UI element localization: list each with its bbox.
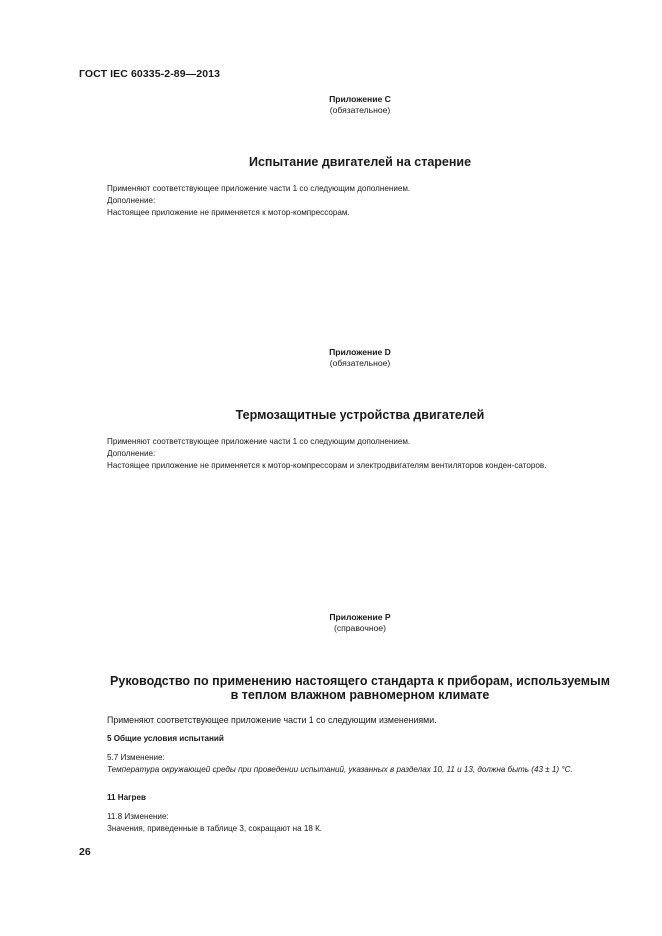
section-11-text: Значения, приведенные в таблице 3, сокращают на 18 К. [107,824,323,834]
annex-p-title-line: в теплом влажном равномерном климате [230,688,490,702]
annex-p-intro-text: Применяют соответствующее приложение части 1 со следующим изменениями. [107,715,437,725]
section-11 [79,792,615,836]
annex-p-title [60,674,660,702]
annex-p-label: Приложение Р [329,612,391,622]
annex-d-title: Термозащитные устройства двигателей [235,408,485,422]
document-id-header: ГОСТ IEC 60335-2-89—2013 [79,68,221,80]
section-11-change-label: 11.8 Изменение: [107,812,169,822]
annex-d-body [79,436,615,473]
section-5-heading: 5 Общие условия испытаний [107,734,224,743]
section-5-change-label: 5.7 Изменение: [107,753,165,763]
annex-p-intro [79,714,615,726]
annex-c-paragraph: Применяют соответствующее приложение части 1 со следующим дополнением. [107,184,411,193]
annex-d-paragraph: Применяют соответствующее приложение части 1 со следующим дополнением. [107,437,411,446]
annex-c-paragraph: Настоящее приложение не применяется к мотор-компрессорам. [107,208,350,218]
annex-p-title-line: Руководство по применению настоящего стандарта к приборам, используемым [110,674,610,688]
section-11-heading: 11 Нагрев [107,793,146,802]
annex-d-addition-label: Дополнение: [107,449,156,459]
annex-c-label: Приложение С [329,94,391,104]
section-5-text: Температура окружающей среды при проведении испытаний, указанных в разделах 10, 11 и 13, должна быть (43 ± 1) °С. [107,765,573,775]
page-number: 26 [79,846,91,858]
annex-c-heading [60,94,660,116]
annex-d-label: Приложение D [329,347,391,357]
annex-c-title: Испытание двигателей на старение [248,155,472,169]
annex-d-kind: (обязательное) [329,358,391,368]
annex-c-kind: (обязательное) [329,105,391,115]
annex-c-addition-label: Дополнение: [107,196,156,206]
annex-c-body [79,183,615,220]
section-5 [79,733,615,777]
annex-p-kind: (справочное) [333,623,387,633]
annex-d-paragraph: Настоящее приложение не применяется к мотор-компрессорам и электродвигателям вентиляторов конден-саторов. [107,461,547,471]
annex-p-heading [60,612,660,634]
annex-d-heading [60,347,660,369]
